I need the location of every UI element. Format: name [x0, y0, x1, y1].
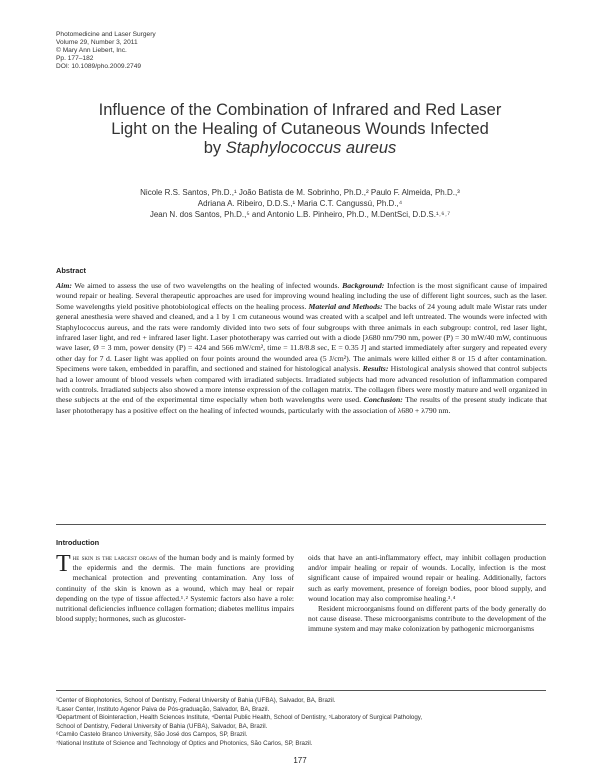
footnote-divider: [56, 690, 546, 691]
footnote-3-cont: School of Dentistry, Federal University of Bahia (UFBA), Salvador, BA, Brazil.: [56, 722, 268, 730]
methods-label: Material and Methods:: [308, 301, 383, 311]
results-text: Histological analysis showed that control subjects had a lower amount of blood vessels when compared with irradiated subjects. Irradiated subjects had more advanced resolution of inflammation compared with controls. Irradiated subjects also showed a more intense expression of the collagen matrix. The collagen fibers were mostly mature and well organized in these subjects at the end of the experimental time especially when both wavelengths were used.: [56, 364, 547, 405]
affiliation-footnotes: [56, 697, 546, 748]
title-line-1: Influence of the Combination of Infrared and Red Laser: [98, 101, 502, 119]
background-label: Background:: [342, 281, 385, 290]
journal-doi: DOI: 10.1089/pho.2009.2749: [56, 63, 142, 70]
intro-paragraph-1: of the human body and is mainly formed by the epidermis and the dermis. The main functions are providing mechanical protection and preventing contamination. Any loss of continuity of the skin is known as a wound, which may heal or repair depending on the type of tissue affected.¹˒² Systemic factors also have a role: nutritional deficiencies influence collagen formation; diabetes mellitus impairs blood supply; hormones, such as glucoster-: [56, 553, 294, 624]
authors-line-1: Nicole R.S. Santos, Ph.D.,¹ João Batista de M. Sobrinho, Ph.D.,² Paulo F. Almeida, Ph.D.,³: [140, 188, 460, 197]
journal-name: Photomedicine and Laser Surgery: [56, 31, 156, 38]
authors-line-3: Jean N. dos Santos, Ph.D.,⁵ and Antonio L.B. Pinheiro, Ph.D., M.DentSci, D.D.S.¹˒⁶˒⁷: [149, 210, 451, 220]
footnote-3: ³Department of Biointeraction, Health Sciences Institute, ⁴Dental Public Health, School of Dentistry, ⁵Laboratory of Surgical Pathology,: [56, 714, 423, 721]
abstract-heading: Abstract: [56, 266, 86, 275]
journal-copyright: © Mary Ann Liebert, Inc.: [56, 47, 127, 54]
aim-text: We aimed to assess the use of two wavelengths on the healing of infected wounds.: [71, 281, 343, 290]
footnote-2: ²Laser Center, Instituto Agenor Paiva de Pós-graduação, Salvador, BA, Brazil.: [56, 705, 270, 713]
background-text: Infection is the most significant cause of impaired wound repair or healing. Several therapeutic approaches are used for improving wound healing including the use of different light sources, such as the laser. Some wavelengths yield positive photobiological effects on the healing process.: [56, 281, 547, 311]
author-list: [60, 187, 540, 221]
intro-paragraph-1-cont: oids that have an anti-inflammatory effect, may inhibit collagen production and/or impair healing or repair of wounds. Locally, infection is the most significant cause of impaired wound repair or healing. Additionally, factors such as early movement, presence of foreign bodies, poor blood supply, and wound location may also compromise healing.³˒⁴: [308, 553, 546, 603]
article-title: [60, 101, 540, 158]
footnote-1: ¹Center of Biophotonics, School of Dentistry, Federal University of Bahia (UFBA), Salvador, BA, Brazil.: [56, 697, 336, 704]
intro-column-left: [56, 553, 294, 624]
title-line-2: Light on the Healing of Cutaneous Wounds Infected: [111, 120, 489, 138]
drop-cap: T: [56, 551, 71, 577]
footnote-6: ⁶Camilo Castelo Branco University, São José dos Campos, SP, Brazil.: [56, 731, 248, 738]
methods-text: The backs of 24 young adult male Wistar rats under general anesthesia were shaved and cleaned, and a 1 by 1 cm cutaneous wound was created with a scalpel and left untreated. The wounds were infected with Staphylococcus aureus, and the rats were randomly divided into two sets of four subgroups with three animals in each subgroup: control, red laser light, infrared laser light, and red + infrared laser light. Laser phototherapy was carried out with a diode [λ680 nm/790 nm, power (P) = 30 mW/40 mW, continuous wave laser, Ø = 3 mm, power density (P) = 424 and 566 mW/cm², time = 11.8/8.8 sec, E = 0.35 J] and started immediately after surgery and repeated every other day for 7 d. Laser light was applied on four points around the wounded area (5 J/cm²). The animals were killed either 8 or 15 d after contamination. Specimens were taken, embedded in paraffin, and sectioned and stained for histological analysis.: [56, 301, 547, 374]
page-number: 177: [293, 756, 307, 765]
introduction-heading: Introduction: [56, 538, 100, 547]
title-line-3: [60, 139, 540, 158]
authors-line-2: Adriana A. Ribeiro, D.D.S.,¹ Maria C.T. Cangussú, Ph.D.,⁴: [197, 199, 403, 209]
aim-label: Aim:: [56, 281, 72, 290]
conclusion-label: Conclusion:: [363, 395, 403, 405]
title-line-3-prefix: by: [203, 139, 226, 157]
abstract-body: [56, 281, 547, 416]
title-species: Staphylococcus aureus: [225, 139, 397, 157]
intro-column-right: [308, 553, 546, 635]
journal-info: [56, 31, 296, 71]
intro-lead-in: he skin is the largest organ: [72, 553, 157, 562]
conclusion-text: The results of the present study indicate that laser phototherapy has a positive effect on the healing of infected wounds, particularly with the association of λ680 + λ790 nm.: [56, 395, 547, 415]
results-label: Results:: [362, 364, 389, 374]
intro-paragraph-2: Resident microorganisms found on different parts of the body generally do not cause disease. These microorganisms contribute to the development of the immune system and may make colonization by pathogenic microorganisms: [308, 604, 546, 634]
journal-pages: Pp. 177–182: [56, 55, 94, 62]
section-divider: [56, 524, 546, 525]
footnote-7: ⁷National Institute of Science and Technology of Optics and Photonics, São Carlos, SP, Brazil.: [56, 739, 313, 747]
journal-volume: Volume 29, Number 3, 2011: [56, 39, 138, 46]
